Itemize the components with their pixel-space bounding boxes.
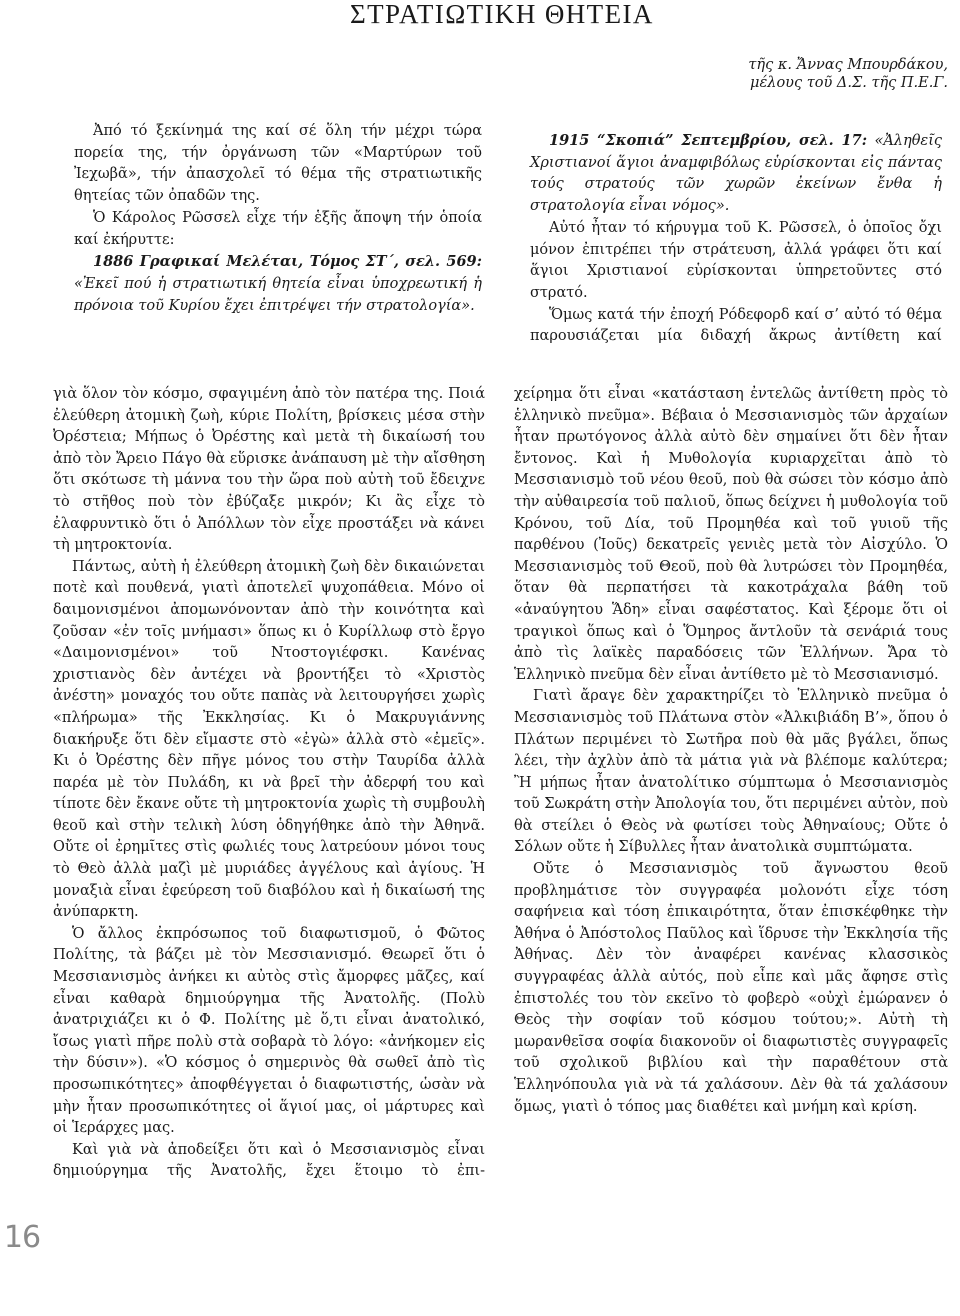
intro-paragraph: Ἀπό τό ξεκίνημά της καί σέ ὅλη τήν μέχρι τώρα πορεία της, τήν ὀργάνωση τῶν «Μαρτύρων τοῦ Ἰεχωβᾶ», τήν ἀπασχολεῖ τό θέμα τῆς στρατιωτικῆς θητείας τῶν ὀπαδῶν της.	[74, 123, 482, 205]
citation-paragraph	[74, 251, 482, 317]
body-paragraph: Καὶ γιὰ νὰ ἀποδείξει ὅτι καὶ ὁ Μεσσιανισμὸς εἶναι δημιούργημα τῆς Ἀνατολῆς, ἔχει ἕτοιμο τὸ ἐπι-	[53, 1141, 485, 1180]
intro-left-column	[74, 121, 482, 317]
intro-paragraph: Ὅμως κατά τήν ἐποχή Ρόδεφορδ καί σ’ αὐτό τό θέμα παρουσιάζεται μία διδαχή ἄκρως ἀντίθετη καί	[530, 306, 942, 345]
citation-reference: 1886 Γραφικαί Μελέται, Τόμος ΣΤ΄, σελ. 569:	[93, 253, 482, 271]
body-paragraph: γιὰ ὅλον τὸν κόσμο, σφαγιμένη ἀπὸ τὸν πατέρα της. Ποιά ἐλεύθερη ἀτομικὴ ζωὴ, κύριε Πολίτη, βρίσκεις μέσα στὴν Ὀρέστεια; Μήπως ὁ Ὀρέστης καὶ μετὰ τὴ δικαίωσή του ἀπὸ τὸν Ἄρειο Πάγο θὰ εὕρισκε ἀνάπαυση μὲ τὴν αἴσθηση ὅτι σκότωσε τὴ μάννα του τὴν ὥρα ποὺ αὐτὴ τοῦ ἔδειχνε τὸ στῆθος ποὺ τὸν ἐβύζαξε μικρόν; Κι ἂς εἶχε τὸ ἐλαφρυντικὸ ὅτι ὁ Ἀπόλλων τὸν εἶχε προστάξει νὰ κάνει τὴ μητροκτονία.	[53, 386, 485, 554]
body-left-column	[53, 384, 485, 1183]
author-name: τῆς κ. Ἄννας Μπουρδάκου,	[748, 57, 948, 73]
body-paragraph: Γιατὶ ἄραγε δὲν χαρακτηρίζει τὸ Ἑλληνικὸ πνεῦμα ὁ Μεσσιανισμὸς τοῦ Πλάτωνα στὸν «Ἀλκιβιάδη Β’», ὅπου ὁ Πλάτων περιμένει τὸ Σωτῆρα ποὺ θὰ μᾶς βγάλει, ὅπως λέει, τὴν ἀχλὺν ἀπὸ τὰ μάτια γιὰ νὰ βλέπομε καλύτερα; Ἢ μήπως ἦταν ἀνατολίτικο σύμπτωμα ὁ Μεσσιανισμὸς τοῦ Σωκράτη στὴν Ἀπολογία του, ὅτι περιμένει αὐτὸν, ποὺ θὰ στείλει ὁ Θεὸς νὰ φωτίσει τοὺς Ἀθηναίους; Οὔτε ὁ Σόλων οὔτε ἡ Σίβυλλες ἦταν ἀνατολικὰ συμπτώματα.	[514, 688, 948, 856]
citation-paragraph	[530, 130, 942, 218]
author-role: μέλους τοῦ Δ.Σ. τῆς Π.Ε.Γ.	[750, 75, 948, 91]
intro-paragraph: Ὁ Κάρολος Ρῶσσελ εἶχε τήν ἑξῆς ἄποψη τήν ὁποία καί ἐκήρυττε:	[74, 209, 482, 248]
body-paragraph: Ὁ ἄλλος ἐκπρόσωπος τοῦ διαφωτισμοῦ, ὁ Φῶτος Πολίτης, τὰ βάζει μὲ τὸν Μεσσιανισμό. Θεωρεῖ ὅτι ὁ Μεσσιανισμὸς ἀνήκει κι αὐτὸς στὶς ἄμορφες μᾶζες, καί εἶναι καθαρὰ δημιούργημα τῆς Ἀνατολῆς. (Πολὺ ἀνατριχιάζει κι ὁ Φ. Πολίτης μὲ ὅ,τι εἶναι ἀνατολικό, ἴσως γιατὶ πῆρε πολὺ στὰ σοβαρὰ τὸ λόγο: «ἀνήκομεν εἰς τὴν δύσιν»). «Ὁ κόσμος ὁ σημερινὸς θὰ σωθεῖ ἀπὸ τὶς προσωπικότητες» ἀποφθέγγεται ὁ διαφωτιστής, ὡσὰν νὰ μὴν ἦταν προσωπικότητες οἱ ἅγιοί μας, οἱ μάρτυρες καὶ οἱ Ἱεράρχες μας.	[53, 925, 485, 1137]
body-paragraph: Οὔτε ὁ Μεσσιανισμὸς τοῦ ἄγνωστου θεοῦ προβλημάτισε τὸν συγγραφέα μολονότι εἶχε τόση σαφήνεια καὶ τόση ἐπικαιρότητα, ὅταν ἐπισκέφθηκε τὴν Ἀθήνα ὁ Ἀπόστολος Παῦλος καὶ ἵδρυσε τὴν Ἐκκλησία τῆς Ἀθήνας. Δὲν τὸν ἀναφέρει κανένας κλασσικὸς συγγραφέας ἀλλὰ αὐτός, ποὺ εἶπε καὶ μᾶς ἄφησε στὶς ἐπιστολές του τὸν εκεῖνο τὸ φοβερὸ «οὐχὶ ἐμώρανεν ὁ Θεὸς τὴν σοφίαν τοῦ κόσμου τούτου;». Αὐτὴ τὴ μωρανθεῖσα σοφία διακονοῦν οἱ διαφωτιστὲς συγγραφεῖς τοῦ σχολικοῦ βιβλίου καὶ τὴν παραθέτουν στὰ Ἑλληνόπουλα γιὰ νὰ τά χαλάσουν. Δὲν θὰ τά χαλάσουν ὅμως, γιατὶ ὁ τόπος μας διαθέτει καὶ μνήμη καὶ κρίση.	[514, 861, 948, 1115]
citation-reference: 1915 “Σκοπιά” Σεπτεμβρίου, σελ. 17:	[549, 132, 868, 149]
intro-right-column	[530, 130, 942, 348]
body-right-column	[514, 384, 948, 1118]
article-title: ΣΤΡΑΤΙΩΤΙΚΗ ΘΗΤΕΙΑ	[350, 0, 654, 29]
body-paragraph: χείρημα ὅτι εἶναι «κατάσταση ἐντελῶς ἀντίθετη πρὸς τὸ ἑλληνικὸ πνεῦμα». Βέβαια ὁ Μεσσιανισμὸς τῶν ἀρχαίων ἦταν πρωτόγονος ἀλλὰ αὐτὸ δὲν σημαίνει ὅτι δὲν ἦταν ἔντονος. Καὶ ἡ Μυθολογία κυριαρχεῖται ἀπὸ τὸ Μεσσιανισμὸ τοῦ νέου θεοῦ, ποὺ θὰ σώσει τὸν κόσμο ἀπὸ τὴν αὐθαιρεσία τοῦ παλιοῦ, ὅπως δείχνει ἡ μυθολογία τοῦ Κρόνου, τοῦ Δία, τοῦ Προμηθέα καὶ τοῦ γυιοῦ τῆς παρθένου (Ἰοῦς) δεκατρεῖς γενιὲς μετὰ τὸν Αἰσχύλο. Ὁ Μεσσιανισμὸς τοῦ Θεοῦ, ποὺ θὰ λυτρώσει τὸν Προμηθέα, ὅταν θὰ περπατήσει τὰ κακοτράχαλα βάθη τοῦ «ἀναύγητου Ἅδη» εἶναι σαφέστατος. Καὶ ξέρομε ὅτι οἱ τραγικοὶ ὅπως καὶ ὁ Ὅμηρος ἄντλοῦν τὰ σενάριά τους ἀπὸ τὶς λαϊκὲς παραδόσεις τῶν Ἑλλήνων. Ἄρα τὸ Ἑλληνικὸ πνεῦμα δὲν εἶναι ἀντίθετο μὲ τὸ Μεσσιανισμό.	[514, 386, 948, 683]
intro-paragraph: Αὐτό ἦταν τό κήρυγμα τοῦ Κ. Ρῶσσελ, ὁ ὁποῖος ὄχι μόνον ἐπιτρέπει τήν στράτευση, ἀλλά γράφει ὅτι καί ἅγιοι Χριστιανοί εὑρίσκονται ὑπηρετοῦντες στό στρατό.	[530, 219, 942, 301]
citation-quote: «Ἐκεῖ πού ἡ στρατιωτική θητεία εἶναι ὑποχρεωτική ἡ πρόνοια τοῦ Κυρίου ἔχει ἐπιτρέψει τήν στρατολογία».	[74, 275, 482, 314]
citation-quote: «Ἀληθεῖς Χριστιανοί ἅγιοι ἀναμφιβόλως εὑρίσκονται εἰς πάντας τούς στρατούς τῶν χωρῶν ἐκείνων ἔνθα ἡ στρατολογία εἶναι νόμος».	[530, 133, 943, 215]
author-attribution	[648, 56, 948, 92]
page-number: 16	[3, 1220, 41, 1255]
body-paragraph: Πάντως, αὐτὴ ἡ ἐλεύθερη ἀτομικὴ ζωὴ δὲν δικαιώνεται ποτὲ καὶ πουθενά, γιατὶ ἀποτελεῖ ψυχοπάθεια. Μόνο οἱ δαιμονισμένοι ἀπομωνόνονταν ἀπὸ τὴν κοινότητα καὶ ζοῦσαν «ἐν τοῖς μνήμασι» ὅπως κι ὁ Κυρίλλωφ στὸ ἔργο «Δαιμονισμένοι» τοῦ Ντοστογιέφσκι. Κανένας χριστιανὸς δὲν ἀντέχει νὰ βροντήξει τὸ «Χριστὸς ἀνέστη» μοναχός του οὔτε παπὰς νὰ λειτουργήσει χωρὶς «πλήρωμα» τῆς Ἐκκλησίας. Κι ὁ Μακρυγιάννης διακήρυξε ὅτι δὲν εἴμαστε στὸ «ἐγὼ» ἀλλὰ στὸ «ἐμεῖς». Κι ὁ Ὀρέστης δὲν πῆγε μόνος του στὴν Ταυρίδα ἀλλὰ παρέα μὲ τὸν Πυλάδη, κι νὰ βρεῖ τὴν ἀδερφή του καὶ τίποτε δὲν ἔκανε οὔτε τὴ μητροκτονία χωρὶς τὴ συμβουλὴ θεοῦ καὶ στὴν τελικὴ λύση ὁδηγήθηκε ἀπὸ τὴν Ἀθηνᾶ. Οὔτε οἱ ἐρημῖτες στὶς φωλιές τους λατρεύουν μόνοι τους τὸ Θεὸ ἀλλὰ μαζὶ μὲ μυριάδες ἀγγέλους καὶ ἁγίους. Ἡ μοναξιὰ εἶναι ἐφεύρεση τοῦ διαβόλου καὶ ἡ δικαίωσή της ἀνύπαρκτη.	[53, 558, 485, 921]
